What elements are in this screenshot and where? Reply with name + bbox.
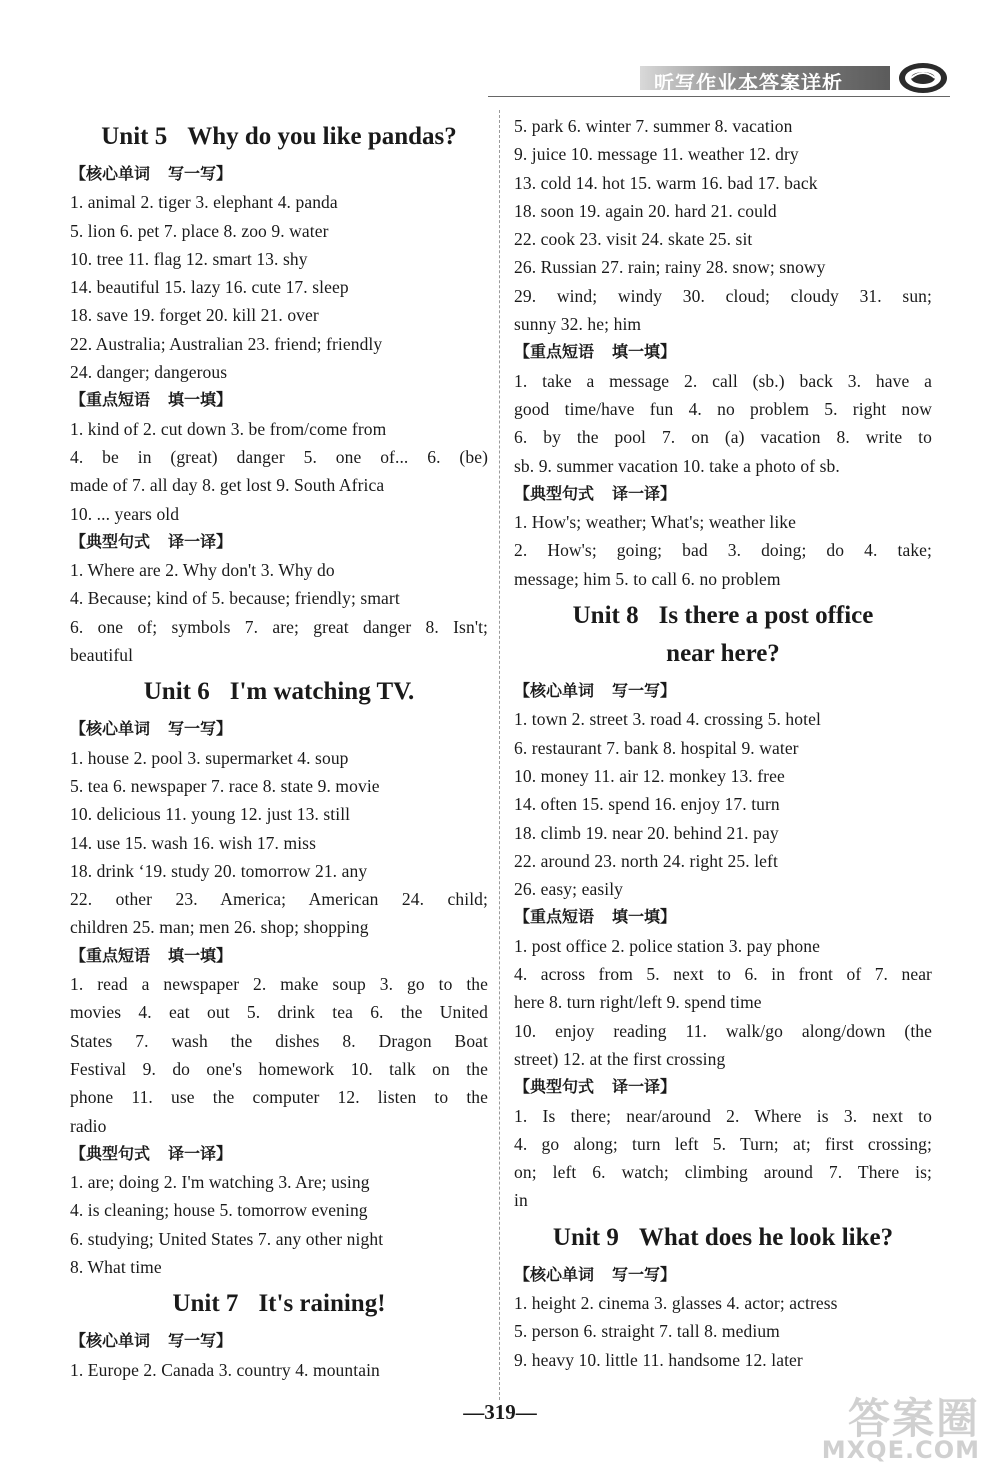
section-heading-label: 【典型句式 [514, 1077, 595, 1097]
unit-title-continued: near here? [666, 640, 780, 668]
unit-title-text: What does he look like? [638, 1223, 894, 1251]
section-heading-label: 【典型句式 [70, 1143, 151, 1163]
section-heading [70, 1327, 488, 1355]
section-heading-task: 写一写】 [168, 719, 233, 739]
answer-line: 14. use 15. wash 16. wish 17. miss [70, 832, 316, 853]
answer-line: 22. around 23. north 24. right 25. left [514, 850, 778, 871]
section-heading-label: 【典型句式 [70, 531, 151, 551]
answer-line: 18. soon 19. again 20. hard 21. could [514, 200, 777, 221]
answer-line: 1. How's; weather; What's; weather like [514, 512, 797, 533]
header-rule [488, 96, 950, 97]
answer-line: 2. How's; going; bad 3. doing; do 4. take; [514, 540, 932, 561]
answer-line: street) 12. at the first crossing [514, 1048, 726, 1069]
answer-line: 6. studying; United States 7. any other night [70, 1228, 384, 1249]
unit-title [70, 673, 488, 711]
section-heading-task: 写一写】 [168, 1331, 233, 1351]
unit-number: Unit 9 [552, 1223, 619, 1251]
answer-line: 10. tree 11. flag 12. smart 13. shy [70, 248, 308, 269]
answer-line: in [514, 1190, 528, 1211]
section-heading-label: 【重点短语 [514, 907, 595, 927]
section-heading-task: 译一译】 [612, 1077, 677, 1097]
section-heading [70, 715, 488, 743]
section-heading-task: 写一写】 [612, 681, 677, 701]
column-divider [499, 110, 500, 1400]
watermark-bottom-text: MXQE.COM [821, 1436, 980, 1464]
answer-line: 1. take a message 2. call (sb.) back 3. have a [514, 370, 932, 391]
section-heading-task: 译一译】 [168, 1143, 233, 1163]
answer-line: 4. be in (great) danger 5. one of... 6. (be) [70, 446, 488, 467]
answer-line: good time/have fun 4. no problem 5. right now [514, 398, 932, 419]
answer-line: 10. enjoy reading 11. walk/go along/down (the [514, 1020, 932, 1041]
answer-line: 29. wind; windy 30. cloud; cloudy 31. sun; [514, 285, 932, 306]
section-heading [70, 1140, 488, 1168]
answer-line: 4. across from 5. next to 6. in front of 7. near [514, 964, 932, 985]
section-heading [514, 480, 932, 508]
answer-line: 1. kind of 2. cut down 3. be from/come from [70, 418, 387, 439]
answer-line: 1. Europe 2. Canada 3. country 4. mountain [70, 1359, 380, 1380]
answer-line: 1. read a newspaper 2. make soup 3. go to the [70, 974, 488, 995]
section-heading-task: 填一填】 [168, 390, 233, 410]
answer-line: 1. animal 2. tiger 3. elephant 4. panda [70, 192, 338, 213]
section-heading-label: 【核心单词 [70, 164, 151, 183]
answer-line: on; left 6. watch; climbing around 7. There is; [514, 1162, 932, 1183]
unit-number: Unit 7 [172, 1290, 239, 1318]
section-heading-label: 【核心单词 [70, 719, 151, 739]
unit-number: Unit 8 [572, 602, 639, 630]
section-heading-label: 【典型句式 [514, 483, 595, 503]
answer-line: here 8. turn right/left 9. spend time [514, 992, 762, 1013]
unit-title-text: It's raining! [258, 1290, 386, 1318]
answer-line: 5. tea 6. newspaper 7. race 8. state 9. movie [70, 775, 380, 796]
section-heading [514, 1073, 932, 1101]
answer-line: sunny 32. he; him [514, 314, 642, 335]
section-heading [514, 677, 932, 705]
section-heading-label: 【核心单词 [70, 1331, 151, 1351]
section-heading-task: 填一填】 [612, 342, 677, 362]
answer-line: 22. cook 23. visit 24. skate 25. sit [514, 229, 753, 250]
answer-line: 9. heavy 10. little 11. handsome 12. later [514, 1349, 803, 1370]
answer-line: 22. other 23. America; American 24. child; [70, 889, 488, 910]
answer-line: 26. Russian 27. rain; rainy 28. snow; snowy [514, 257, 826, 278]
unit-title [70, 118, 488, 156]
answer-line: 26. easy; easily [514, 879, 624, 900]
section-heading-label: 【重点短语 [70, 390, 151, 410]
section-heading [514, 903, 932, 931]
answer-line: 1. are; doing 2. I'm watching 3. Are; using [70, 1172, 370, 1193]
answer-line: 6. by the pool 7. on (a) vacation 8. write to [514, 427, 932, 448]
section-heading-task: 写一写】 [612, 1264, 677, 1284]
answer-line: movies 4. eat out 5. drink tea 6. the United [70, 1002, 488, 1023]
section-heading-task: 译一译】 [168, 531, 233, 551]
section-heading [514, 338, 932, 366]
running-header [640, 60, 950, 96]
section-heading-task: 译一译】 [612, 483, 677, 503]
answer-line: message; him 5. to call 6. no problem [514, 568, 781, 589]
answer-line: 5. person 6. straight 7. tall 8. medium [514, 1321, 780, 1342]
answer-line: 24. danger; dangerous [70, 362, 228, 383]
header-title: 听写作业本答案详析 [654, 71, 843, 95]
section-heading-label: 【重点短语 [70, 945, 151, 965]
answer-line: phone 11. use the computer 12. listen to the [70, 1087, 488, 1108]
answer-line: 6. one of; symbols 7. are; great danger 8. Isn't; [70, 616, 488, 637]
section-heading-label: 【核心单词 [514, 1264, 595, 1284]
answer-line: 1. house 2. pool 3. supermarket 4. soup [70, 747, 349, 768]
unit-title [514, 1219, 932, 1257]
answer-line: 6. restaurant 7. bank 8. hospital 9. water [514, 737, 799, 758]
section-heading [70, 528, 488, 556]
answer-line: beautiful [70, 645, 134, 666]
answer-line: 1. height 2. cinema 3. glasses 4. actor; actress [514, 1292, 838, 1313]
right-column [514, 112, 932, 1374]
answer-line: 1. Where are 2. Why don't 3. Why do [70, 560, 335, 581]
unit-number: Unit 5 [101, 123, 168, 150]
answer-line: radio [70, 1115, 107, 1136]
page-number: —319— [463, 1400, 537, 1424]
answer-line: 5. lion 6. pet 7. place 8. zoo 9. water [70, 220, 329, 241]
answer-line: 18. climb 19. near 20. behind 21. pay [514, 822, 779, 843]
answer-line: 18. drink ʻ19. study 20. tomorrow 21. any [70, 860, 368, 881]
unit-title-text: Is there a post office [658, 602, 874, 630]
section-heading-label: 【核心单词 [514, 681, 595, 701]
section-heading [514, 1261, 932, 1289]
answer-line: 1. post office 2. police station 3. pay phone [514, 935, 820, 956]
answer-line: 5. park 6. winter 7. summer 8. vacation [514, 116, 793, 136]
unit-title-text: I'm watching TV. [229, 678, 415, 706]
answer-line: sb. 9. summer vacation 10. take a photo of sb. [514, 455, 840, 476]
answer-line: 10. ... years old [70, 503, 180, 524]
answer-line: 13. cold 14. hot 15. warm 16. bad 17. back [514, 172, 818, 193]
watermark-top-text: 答案圈 [847, 1394, 980, 1443]
section-heading [70, 942, 488, 970]
section-heading-label: 【重点短语 [514, 342, 595, 362]
unit-title [514, 597, 932, 635]
unit-number: Unit 6 [143, 678, 210, 706]
answer-line: Festival 9. do one's homework 10. talk on the [70, 1058, 488, 1079]
unit-title [70, 1285, 488, 1323]
left-column [70, 112, 488, 1384]
answer-line: 10. delicious 11. young 12. just 13. still [70, 804, 351, 825]
answer-line: 4. is cleaning; house 5. tomorrow evening [70, 1200, 368, 1221]
unit-title-text: Why do you like pandas? [187, 123, 457, 150]
answer-line: 8. What time [70, 1256, 162, 1277]
answer-line: 14. beautiful 15. lazy 16. cute 17. sleep [70, 277, 349, 298]
watermark-logo [804, 1386, 984, 1468]
answer-line: children 25. man; men 26. shop; shopping [70, 917, 369, 938]
section-heading [70, 386, 488, 414]
section-heading [70, 160, 488, 188]
answer-line: 4. Because; kind of 5. because; friendly; smart [70, 588, 400, 609]
answer-line: 9. juice 10. message 11. weather 12. dry [514, 144, 799, 165]
answer-line: 1. town 2. street 3. road 4. crossing 5. hotel [514, 709, 821, 730]
section-heading-task: 填一填】 [612, 907, 677, 927]
answer-line: made of 7. all day 8. get lost 9. South Africa [70, 475, 385, 496]
answer-line: States 7. wash the dishes 8. Dragon Boat [70, 1030, 488, 1051]
answer-line: 1. Is there; near/around 2. Where is 3. next to [514, 1105, 932, 1126]
answer-line: 10. money 11. air 12. monkey 13. free [514, 765, 785, 786]
answer-line: 22. Australia; Australian 23. friend; friendly [70, 333, 383, 354]
book-logo-icon [896, 60, 950, 96]
answer-line: 14. often 15. spend 16. enjoy 17. turn [514, 794, 780, 815]
section-heading-task: 填一填】 [168, 945, 233, 965]
answer-line: 4. go along; turn left 5. Turn; at; first crossing; [514, 1133, 932, 1154]
section-heading-task: 写一写】 [168, 164, 233, 183]
answer-line: 18. save 19. forget 20. kill 21. over [70, 305, 319, 326]
